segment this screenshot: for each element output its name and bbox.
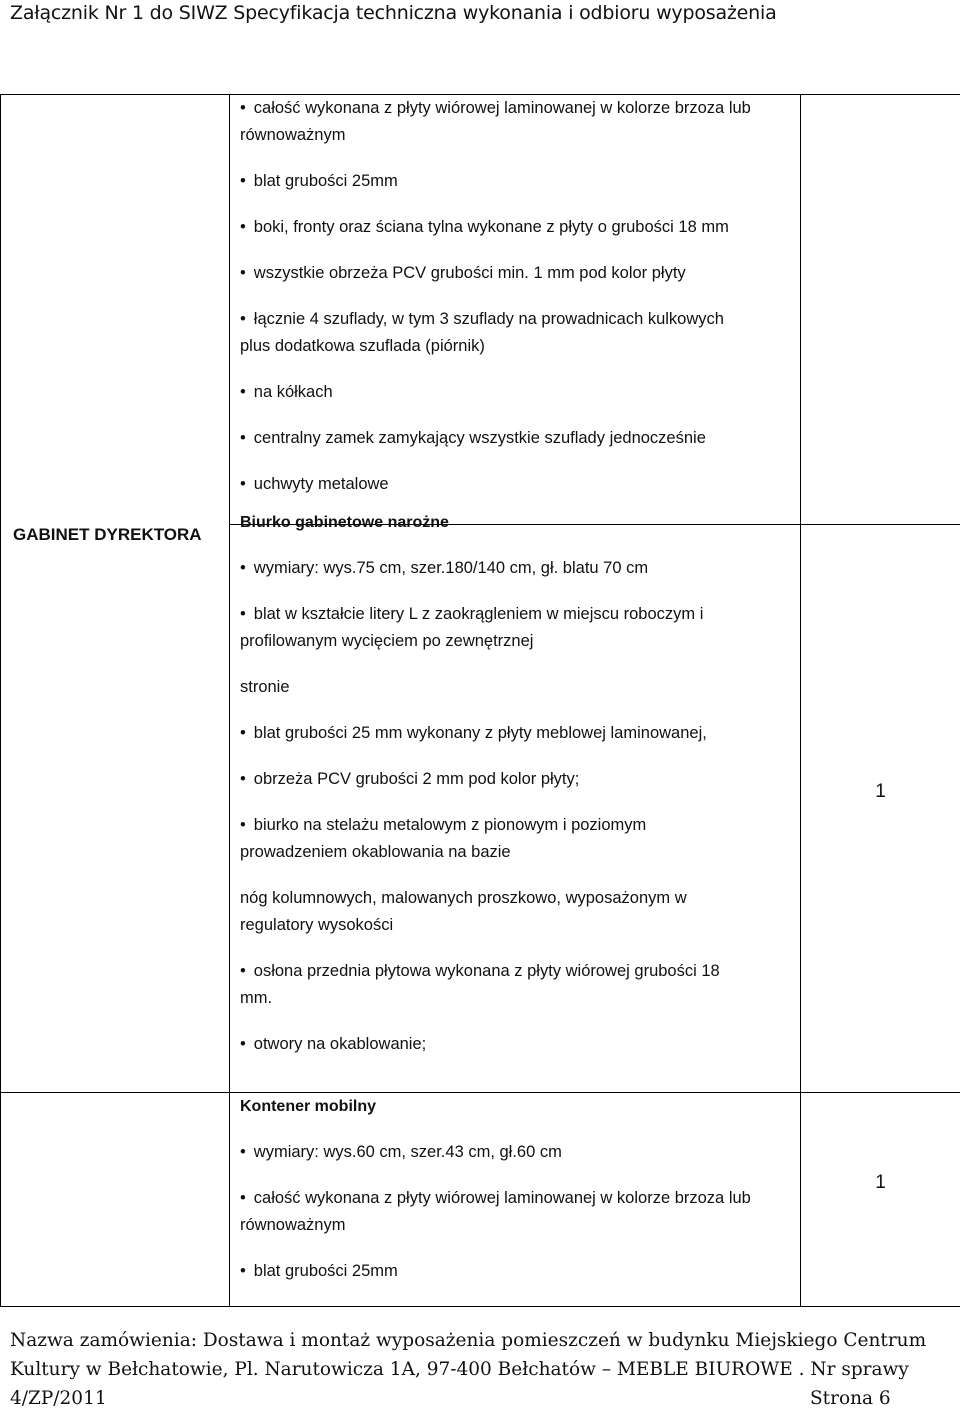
quantity-value: 1 — [801, 1172, 960, 1194]
list-item: równoważnym — [240, 122, 792, 149]
specification-table — [0, 94, 960, 1307]
table-row — [1, 95, 960, 525]
list-item: • wymiary: wys.60 cm, szer.43 cm, gł.60 cm — [240, 1139, 792, 1166]
list-item: • biurko na stelażu metalowym z pionowym i poziomym — [240, 812, 792, 839]
list-item: • blat w kształcie litery L z zaokrągleniem w miejscu roboczym i — [240, 601, 792, 628]
list-item: mm. — [240, 985, 792, 1012]
list-item: • otwory na okablowanie; — [240, 1031, 792, 1058]
list-item: • łącznie 4 szuflady, w tym 3 szuflady na prowadnicach kulkowych — [240, 306, 792, 333]
room-name: GABINET DYREKTORA — [13, 525, 202, 545]
item-heading: Kontener mobilny — [240, 1093, 792, 1120]
list-item: • całość wykonana z płyty wiórowej laminowanej w kolorze brzoza lub — [240, 1185, 792, 1212]
list-item: • wymiary: wys.75 cm, szer.180/140 cm, gł. blatu 70 cm — [240, 555, 792, 582]
list-item: profilowanym wycięciem po zewnętrznej — [240, 628, 792, 655]
room-cell — [1, 1093, 230, 1307]
list-item: regulatory wysokości — [240, 912, 792, 939]
list-item: • blat grubości 25 mm wykonany z płyty meblowej laminowanej, — [240, 720, 792, 747]
quantity-cell — [801, 95, 960, 525]
list-item: stronie — [240, 674, 792, 701]
list-item: prowadzeniem okablowania na bazie — [240, 839, 792, 866]
list-item: • uchwyty metalowe — [240, 471, 792, 498]
document-header: Załącznik Nr 1 do SIWZ Specyfikacja techniczna wykonania i odbioru wyposażenia — [10, 0, 950, 26]
quantity-value: 1 — [801, 781, 960, 803]
room-cell — [1, 95, 230, 1093]
page-number: Strona 6 — [810, 1384, 891, 1413]
quantity-cell — [801, 525, 960, 1093]
list-item: • blat grubości 25mm — [240, 1258, 792, 1285]
footer-order-location: Kultury w Bełchatowie, Pl. Narutowicza 1A, 97-400 Bełchatów – MEBLE BIUROWE . Nr sprawy — [10, 1355, 910, 1384]
list-item: plus dodatkowa szuflada (piórnik) — [240, 333, 792, 360]
description-cell — [230, 525, 801, 1093]
list-item: • całość wykonana z płyty wiórowej laminowanej w kolorze brzoza lub — [240, 95, 792, 122]
footer-case-number: 4/ZP/2011 — [10, 1384, 910, 1413]
item-heading: Biurko gabinetowe narożne — [240, 509, 792, 536]
list-item: • na kółkach — [240, 379, 792, 406]
list-item: • obrzeża PCV grubości 2 mm pod kolor płyty; — [240, 766, 792, 793]
document-footer — [10, 1326, 910, 1413]
quantity-cell — [801, 1093, 960, 1307]
description-cell — [230, 1093, 801, 1307]
list-item: nóg kolumnowych, malowanych proszkowo, wyposażonym w — [240, 885, 792, 912]
list-item: • blat grubości 25mm — [240, 168, 792, 195]
list-item: • osłona przednia płytowa wykonana z płyty wiórowej grubości 18 — [240, 958, 792, 985]
list-item: • boki, fronty oraz ściana tylna wykonane z płyty o grubości 18 mm — [240, 214, 792, 241]
description-cell — [230, 95, 801, 525]
list-item: • centralny zamek zamykający wszystkie szuflady jednocześnie — [240, 425, 792, 452]
table-row — [1, 1093, 960, 1307]
list-item: • wszystkie obrzeża PCV grubości min. 1 mm pod kolor płyty — [240, 260, 792, 287]
list-item: równoważnym — [240, 1212, 792, 1239]
footer-order-name: Nazwa zamówienia: Dostawa i montaż wyposażenia pomieszczeń w budynku Miejskiego Centrum — [10, 1326, 910, 1355]
